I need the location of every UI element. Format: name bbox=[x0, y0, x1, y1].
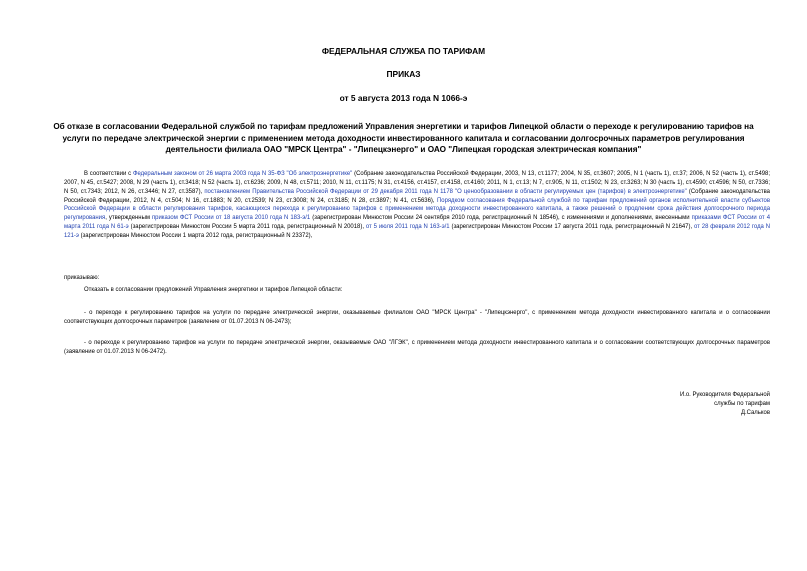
preamble-text-7: (зарегистрирован Минюстом России 17 августа 2011 года, регистрационный N 21647), bbox=[449, 224, 694, 231]
link-order-163-e1[interactable]: от 5 июля 2011 года N 163-э/1 bbox=[365, 224, 450, 231]
link-government-decree-1178[interactable]: постановлением Правительства Российской Федерации от 29 декабря 2011 года N 1178 "О ценообразовании в области регулируемых цен (тарифов) в электроэнергетике" bbox=[204, 188, 687, 195]
preamble-text-1: В соответствии с bbox=[84, 171, 133, 177]
signatory-position-line2: службы по тарифам bbox=[714, 400, 770, 407]
refuse-paragraph: Отказать в согласовании предложений Управления энергетики и тарифов Липецкой области: bbox=[84, 287, 343, 293]
document-title: Об отказе в согласовании Федеральной службой по тарифам предложений Управления энергетики и тарифов Липецкой области о переходе к регулированию тарифов на услуги по передаче электрической энергии с применением метода доходности инвестированного капитала и согласовании долгосрочных параметров регулирования деятельности филиала ОАО "МРСК Центра" - "Липецкэнерго" и ОАО "Липецкая городская электрическая компания" bbox=[53, 122, 754, 155]
link-order-183-e1[interactable]: приказом ФСТ России от 18 августа 2010 года N 183-э/1 bbox=[151, 215, 311, 222]
preamble-text-5: (зарегистрирован Минюстом России 24 сентября 2010 года, регистрационный N 18546), с изменениями и дополнениями, внесенными bbox=[310, 215, 692, 222]
link-order-61-e[interactable]: приказами ФСТ России от 4 марта 2011 года N 61-э bbox=[64, 215, 770, 231]
signature-block bbox=[560, 391, 770, 418]
signatory-name: Д.Сальков bbox=[740, 409, 770, 416]
link-approval-procedure[interactable]: Порядком согласования Федеральной службой по тарифам предложений органов исполнительной власти субъектов Российской Федерации в области регулирования тарифов, касающихся перехода к регулированию тарифов с применением метода доходности инвестированного капитала, а также решений о продлении срока действия долгосрочного периода регулирования bbox=[64, 197, 770, 222]
document-type: ПРИКАЗ bbox=[386, 69, 421, 79]
preamble-paragraph bbox=[64, 170, 770, 241]
preamble-text-4: , утвержденным bbox=[105, 215, 152, 222]
preamble-text-8: (зарегистрирован Минюстом России 1 марта 2012 года, регистрационный N 23372), bbox=[78, 232, 313, 239]
signatory-position-line1: И.о. Руководителя Федеральной bbox=[679, 392, 770, 398]
preamble-text-3: (Собрание законодательства Российской Федерации, 2012, N 4, ст.504; N 16, ст.1883; N 20, ст.2539; N 23, ст.3008; N 24, ст.3185; N 28, ст.3897; N 41, ст.5636), bbox=[64, 188, 770, 204]
link-order-121-e[interactable]: от 28 февраля 2012 года N 121-э bbox=[64, 224, 771, 239]
ordered-line: приказываю: bbox=[64, 275, 100, 281]
list-item-lgek: - о переходе к регулированию тарифов на услуги по передаче электрической энергии, оказываемые ОАО "ЛГЭК", с применением метода доходности инвестированного капитала и о согласовании соответствующих долгосрочных параметров (заявление от 01.07.2013 N 06-2472). bbox=[64, 340, 770, 355]
agency-name: ФЕДЕРАЛЬНАЯ СЛУЖБА ПО ТАРИФАМ bbox=[321, 46, 486, 56]
preamble-text-6: (зарегистрирован Минюстом России 5 марта 2011 года, регистрационный N 20018), bbox=[128, 224, 366, 231]
list-item-lipetskenergo: - о переходе к регулированию тарифов на услуги по передаче электрической энергии, оказываемые филиалом ОАО "МРСК Центра" - "Липецкэнерго", с применением метода доходности инвестированного капитала и о согласовании соответствующих долгосрочных параметров (заявление от 01.07.2013 N 06-2473); bbox=[64, 310, 770, 325]
link-federal-law-35fz[interactable]: Федеральным законом от 26 марта 2003 года N 35-ФЗ "Об электроэнергетике" bbox=[132, 171, 353, 177]
preamble-text-2: (Собрание законодательства Российской Федерации, 2003, N 13, ст.1177; 2004, N 35, ст.3607; 2005, N 1 (часть 1), ст.37; 2006, N 52 (часть 1), ст.5498; 2007, N 45, ст.5427; 2008, N 29 (часть 1), ст.3418; N 52 (часть 1), ст.6236; 2009, N 48, ст.5711; 2010, N 11, ст.1175; N 31, ст.4156, ст.4157, ст.4158, ст.4160; 2011, N 1, ст.13; N 7, ст.905, N 11, ст.1502; N 23, ст.3263; N 30 (часть 1), ст.4590; ст.4596; N 50, ст.7336; N 50, ст.7343; 2012, N 26, ст.3446; N 27, ст.3587), bbox=[64, 171, 770, 195]
document-date-number: от 5 августа 2013 года N 1066-э bbox=[339, 93, 468, 103]
